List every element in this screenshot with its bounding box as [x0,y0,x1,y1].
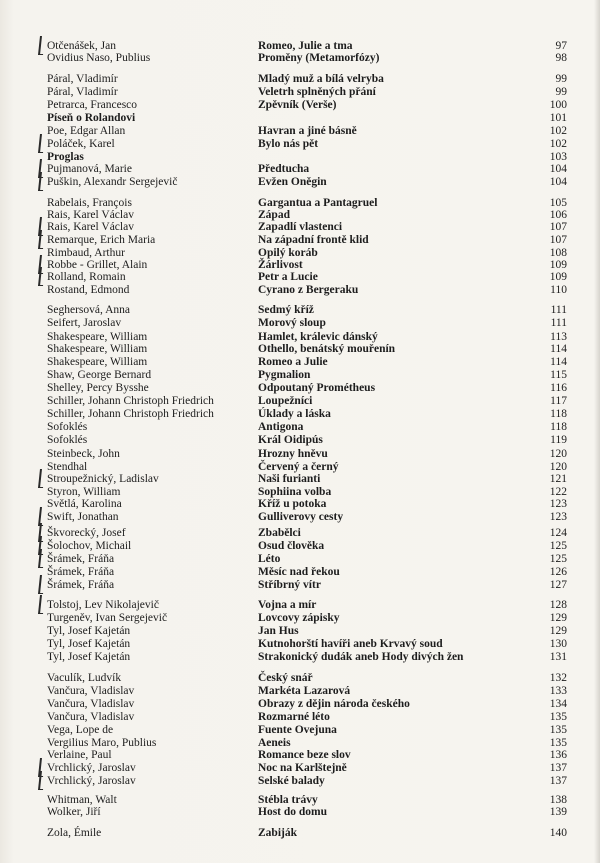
index-title: Zpěvník (Verše) [258,99,337,111]
index-page-number: 120 [549,448,567,460]
index-page-number: 134 [549,698,567,710]
index-page-number: 99 [555,73,567,85]
index-page-number: 115 [550,369,567,381]
index-page-number: 97 [555,40,567,52]
index-title: Léto [258,553,281,565]
index-author: Ovidius Naso, Publius [47,52,151,64]
index-title: Gargantua a Pantagruel [258,197,378,209]
index-title: Předtucha [258,163,310,175]
index-title: Lovcovy zápisky [258,612,340,624]
index-author: Páral, Vladimír [47,73,118,85]
index-title: Západ [258,209,290,221]
index-title: Úklady a láska [258,408,331,420]
index-author: Šrámek, Fráňa [47,553,115,565]
index-page-number: 114 [550,343,567,355]
index-author: Shakespeare, William [47,356,148,368]
index-row [0,805,600,819]
index-row [0,233,600,247]
index-title: Noc na Karlštejně [258,762,347,774]
index-title: Host do domu [258,806,328,818]
index-author: Poláček, Karel [47,138,115,150]
index-title: Zapadlí vlastenci [258,221,343,233]
index-page-number: 125 [549,553,567,565]
index-title: Jan Hus [258,625,299,637]
index-title: Pygmalion [258,369,311,381]
index-author: Turgeněv, Ivan Sergejevič [47,612,168,624]
index-author: Šrámek, Fráňa [47,579,115,591]
index-author: Rimbaud, Arthur [47,247,125,259]
index-page-number: 128 [549,599,567,611]
index-page-number: 111 [550,304,567,316]
index-row [0,420,600,434]
index-row [0,283,600,297]
index-title: Král Oidipús [258,434,323,446]
index-title: Morový sloup [258,317,326,329]
index-row [0,624,600,638]
index-title: Romance beze slov [258,749,351,761]
pen-tick-mark [38,771,45,790]
index-row [0,303,600,317]
index-page-number: 126 [549,566,567,578]
index-page-number: 125 [549,540,567,552]
index-page-number: 132 [549,672,567,684]
index-row [0,497,600,511]
index-page-number: 107 [549,221,567,233]
index-page-number: 120 [549,461,567,473]
index-author: Zola, Émile [47,827,102,839]
index-title: Hamlet, králevic dánský [258,331,378,343]
index-row [0,552,600,566]
index-author: Rabelais, François [47,197,132,209]
index-author: Škvorecký, Josef [47,527,126,539]
index-page-number: 135 [549,711,567,723]
index-author: Sofoklés [47,434,88,446]
index-row [0,761,600,775]
index-page-number: 123 [549,498,567,510]
index-title: Gulliverovy cesty [258,511,344,523]
index-title: Mladý muž a bílá velryba [258,73,384,85]
index-title: Strakonický dudák aneb Hody divých žen [258,651,464,663]
index-page-number: 118 [550,408,567,420]
index-title: Rozmarné léto [258,711,330,723]
index-author: Petrarca, Francesco [47,99,138,111]
index-title: Na západní frontě klid [258,234,369,246]
index-page-number: 133 [549,685,567,697]
pen-tick-mark [38,172,45,191]
index-page-number: 129 [549,625,567,637]
index-author: Pujmanová, Marie [47,163,132,175]
index-author: Stendhal [47,461,88,473]
index-row [0,111,600,125]
index-row [0,51,600,65]
index-row [0,565,600,579]
index-title: Othello, benátský mouřenín [258,343,396,355]
index-author: Poe, Edgar Allan [47,125,126,137]
index-page-number: 135 [549,724,567,736]
index-title: Osud člověka [258,540,325,552]
index-author: Vančura, Vladislav [47,698,135,710]
index-author: Rais, Karel Václav [47,221,134,233]
index-page-number: 106 [549,209,567,221]
index-row [0,650,600,664]
index-title: Opilý koráb [258,247,318,259]
index-author: Robbe - Grillet, Alain [47,259,148,271]
index-title: Fuente Ovejuna [258,724,337,736]
index-title: Český snář [258,672,313,684]
index-row [0,355,600,369]
index-row [0,220,600,234]
index-page-number: 104 [549,163,567,175]
index-page-number: 140 [549,827,567,839]
index-author: Šrámek, Fráňa [47,566,115,578]
index-author: Sofoklés [47,421,88,433]
index-row [0,578,600,592]
index-row [0,697,600,711]
index-title: Vojna a mír [258,599,317,611]
index-author: Shakespeare, William [47,331,148,343]
index-author: Tyl, Josef Kajetán [47,651,131,663]
index-row [0,85,600,99]
index-title: Sedmý kříž [258,304,314,316]
index-page-number: 122 [549,486,567,498]
index-author: Světlá, Karolina [47,498,122,510]
index-page-number: 137 [549,762,567,774]
index-page-number: 104 [549,176,567,188]
index-page-number: 113 [550,331,567,343]
index-title: Cyrano z Bergeraku [258,284,359,296]
index-page-number: 130 [549,638,567,650]
index-author: Puškin, Alexandr Sergejevič [47,176,178,188]
index-page-number: 108 [549,247,567,259]
index-page-number: 111 [550,317,567,329]
index-title: Stříbrný vítr [258,579,321,591]
index-row [0,748,600,762]
index-title: Měsíc nad řekou [258,566,340,578]
index-title: Bylo nás pět [258,138,319,150]
index-author: Vrchlický, Jaroslav [47,775,136,787]
index-author: Vančura, Vladislav [47,711,135,723]
index-row [0,98,600,112]
index-author: Shelley, Percy Bysshe [47,382,149,394]
index-row [0,316,600,330]
index-row [0,407,600,421]
index-author: Wolker, Jiří [47,806,101,818]
index-title: Romeo a Julie [258,356,328,368]
index-title: Kutnohorští havíři aneb Krvavý soud [258,638,443,650]
index-title: Obrazy z dějin národa českého [258,698,410,710]
index-title: Evžen Oněgin [258,176,327,188]
index-page-number: 123 [549,511,567,523]
index-page-number: 121 [549,473,567,485]
index-author: Tyl, Josef Kajetán [47,625,131,637]
index-page-number: 100 [549,99,567,111]
index-title: Veletrh splněných přání [258,86,376,98]
index-author: Remarque, Erich Maria [47,234,156,246]
index-author: Otčenášek, Jan [47,40,116,52]
index-title: Proměny (Metamorfózy) [258,52,380,64]
index-page-number: 116 [550,382,567,394]
index-title: Aeneis [258,737,291,749]
index-page-number: 127 [549,579,567,591]
index-title: Havran a jiné básně [258,125,357,137]
index-author: Píseň o Rolandovi [47,112,136,124]
index-row [0,447,600,461]
index-author: Shaw, George Bernard [47,369,152,381]
index-title: Žárlivost [258,259,303,271]
index-title: Markéta Lazarová [258,685,351,697]
index-page-number: 135 [549,737,567,749]
index-page-number: 119 [550,434,567,446]
index-title: Naši furianti [258,473,321,485]
index-page-number: 139 [549,806,567,818]
index-page-number: 109 [549,259,567,271]
index-row [0,510,600,524]
index-author: Tolstoj, Lev Nikolajevič [47,599,159,611]
index-page-number: 101 [549,112,567,124]
index-row [0,774,600,788]
index-row [0,611,600,625]
index-page-number: 114 [550,356,567,368]
index-title: Stébla trávy [258,794,318,806]
index-row [0,342,600,356]
index-title: Odpoutaný Prométheus [258,382,376,394]
index-title: Selské balady [258,775,325,787]
index-author: Verlaine, Paul [47,749,112,761]
index-page-number: 118 [550,421,567,433]
index-author: Styron, William [47,486,121,498]
index-page-number: 98 [555,52,567,64]
index-author: Vega, Lope de [47,724,114,736]
index-row [0,137,600,151]
index-author: Šolochov, Michail [47,540,132,552]
index-row [0,684,600,698]
index-row [0,710,600,724]
index-row [0,433,600,447]
index-title: Kříž u potoka [258,498,327,510]
index-row [0,826,600,840]
index-author: Vančura, Vladislav [47,685,135,697]
index-page-number: 105 [549,197,567,209]
index-page-number: 124 [549,527,567,539]
index-row [0,124,600,138]
index-author: Whitman, Walt [47,794,117,806]
index-author: Tyl, Josef Kajetán [47,638,131,650]
index-author: Rais, Karel Václav [47,209,134,221]
index-page-number: 136 [549,749,567,761]
index-row [0,368,600,382]
index-title: Sophiina volba [258,486,332,498]
index-page-number: 138 [549,794,567,806]
index-author: Vrchlický, Jaroslav [47,762,136,774]
index-row [0,72,600,86]
pen-tick-mark [38,575,45,594]
index-row [0,394,600,408]
index-author: Schiller, Johann Christoph Friedrich [47,395,214,407]
index-page-number: 102 [549,138,567,150]
index-author: Rostand, Edmond [47,284,130,296]
index-page-number: 129 [549,612,567,624]
index-author: Seghersová, Anna [47,304,131,316]
index-author: Rolland, Romain [47,271,126,283]
index-author: Seifert, Jaroslav [47,317,122,329]
index-page-number: 103 [549,151,567,163]
index-title: Červený a černý [258,461,339,473]
index-page-number: 109 [549,271,567,283]
index-author: Stroupežnický, Ladislav [47,473,159,485]
index-row [0,381,600,395]
index-row [0,637,600,651]
index-author: Proglas [47,151,84,163]
index-row [0,723,600,737]
index-page-number: 102 [549,125,567,137]
index-title: Romeo, Julie a tma [258,40,353,52]
index-author: Vergilius Maro, Publius [47,737,157,749]
index-page-number: 99 [555,86,567,98]
index-author: Steinbeck, John [47,448,120,460]
index-title: Petr a Lucie [258,271,318,283]
index-title: Hrozny hněvu [258,448,328,460]
index-author: Swift, Jonathan [47,511,119,523]
index-row [0,175,600,189]
index-page-number: 107 [549,234,567,246]
index-title: Zbabělci [258,527,301,539]
index-author: Shakespeare, William [47,343,148,355]
index-author: Páral, Vladimír [47,86,118,98]
index-page-number: 137 [549,775,567,787]
index-row [0,162,600,176]
index-row [0,472,600,486]
index-author: Vaculík, Ludvík [47,672,122,684]
index-row [0,539,600,553]
index-row [0,671,600,685]
index-title: Antigona [258,421,304,433]
index-author: Schiller, Johann Christoph Friedrich [47,408,214,420]
index-title: Zabiják [258,827,297,839]
index-page-number: 131 [549,651,567,663]
index-row [0,598,600,612]
index-page-number: 110 [550,284,567,296]
index-title: Loupežníci [258,395,313,407]
index-row [0,270,600,284]
index-page-number: 117 [550,395,567,407]
index-row [0,526,600,540]
